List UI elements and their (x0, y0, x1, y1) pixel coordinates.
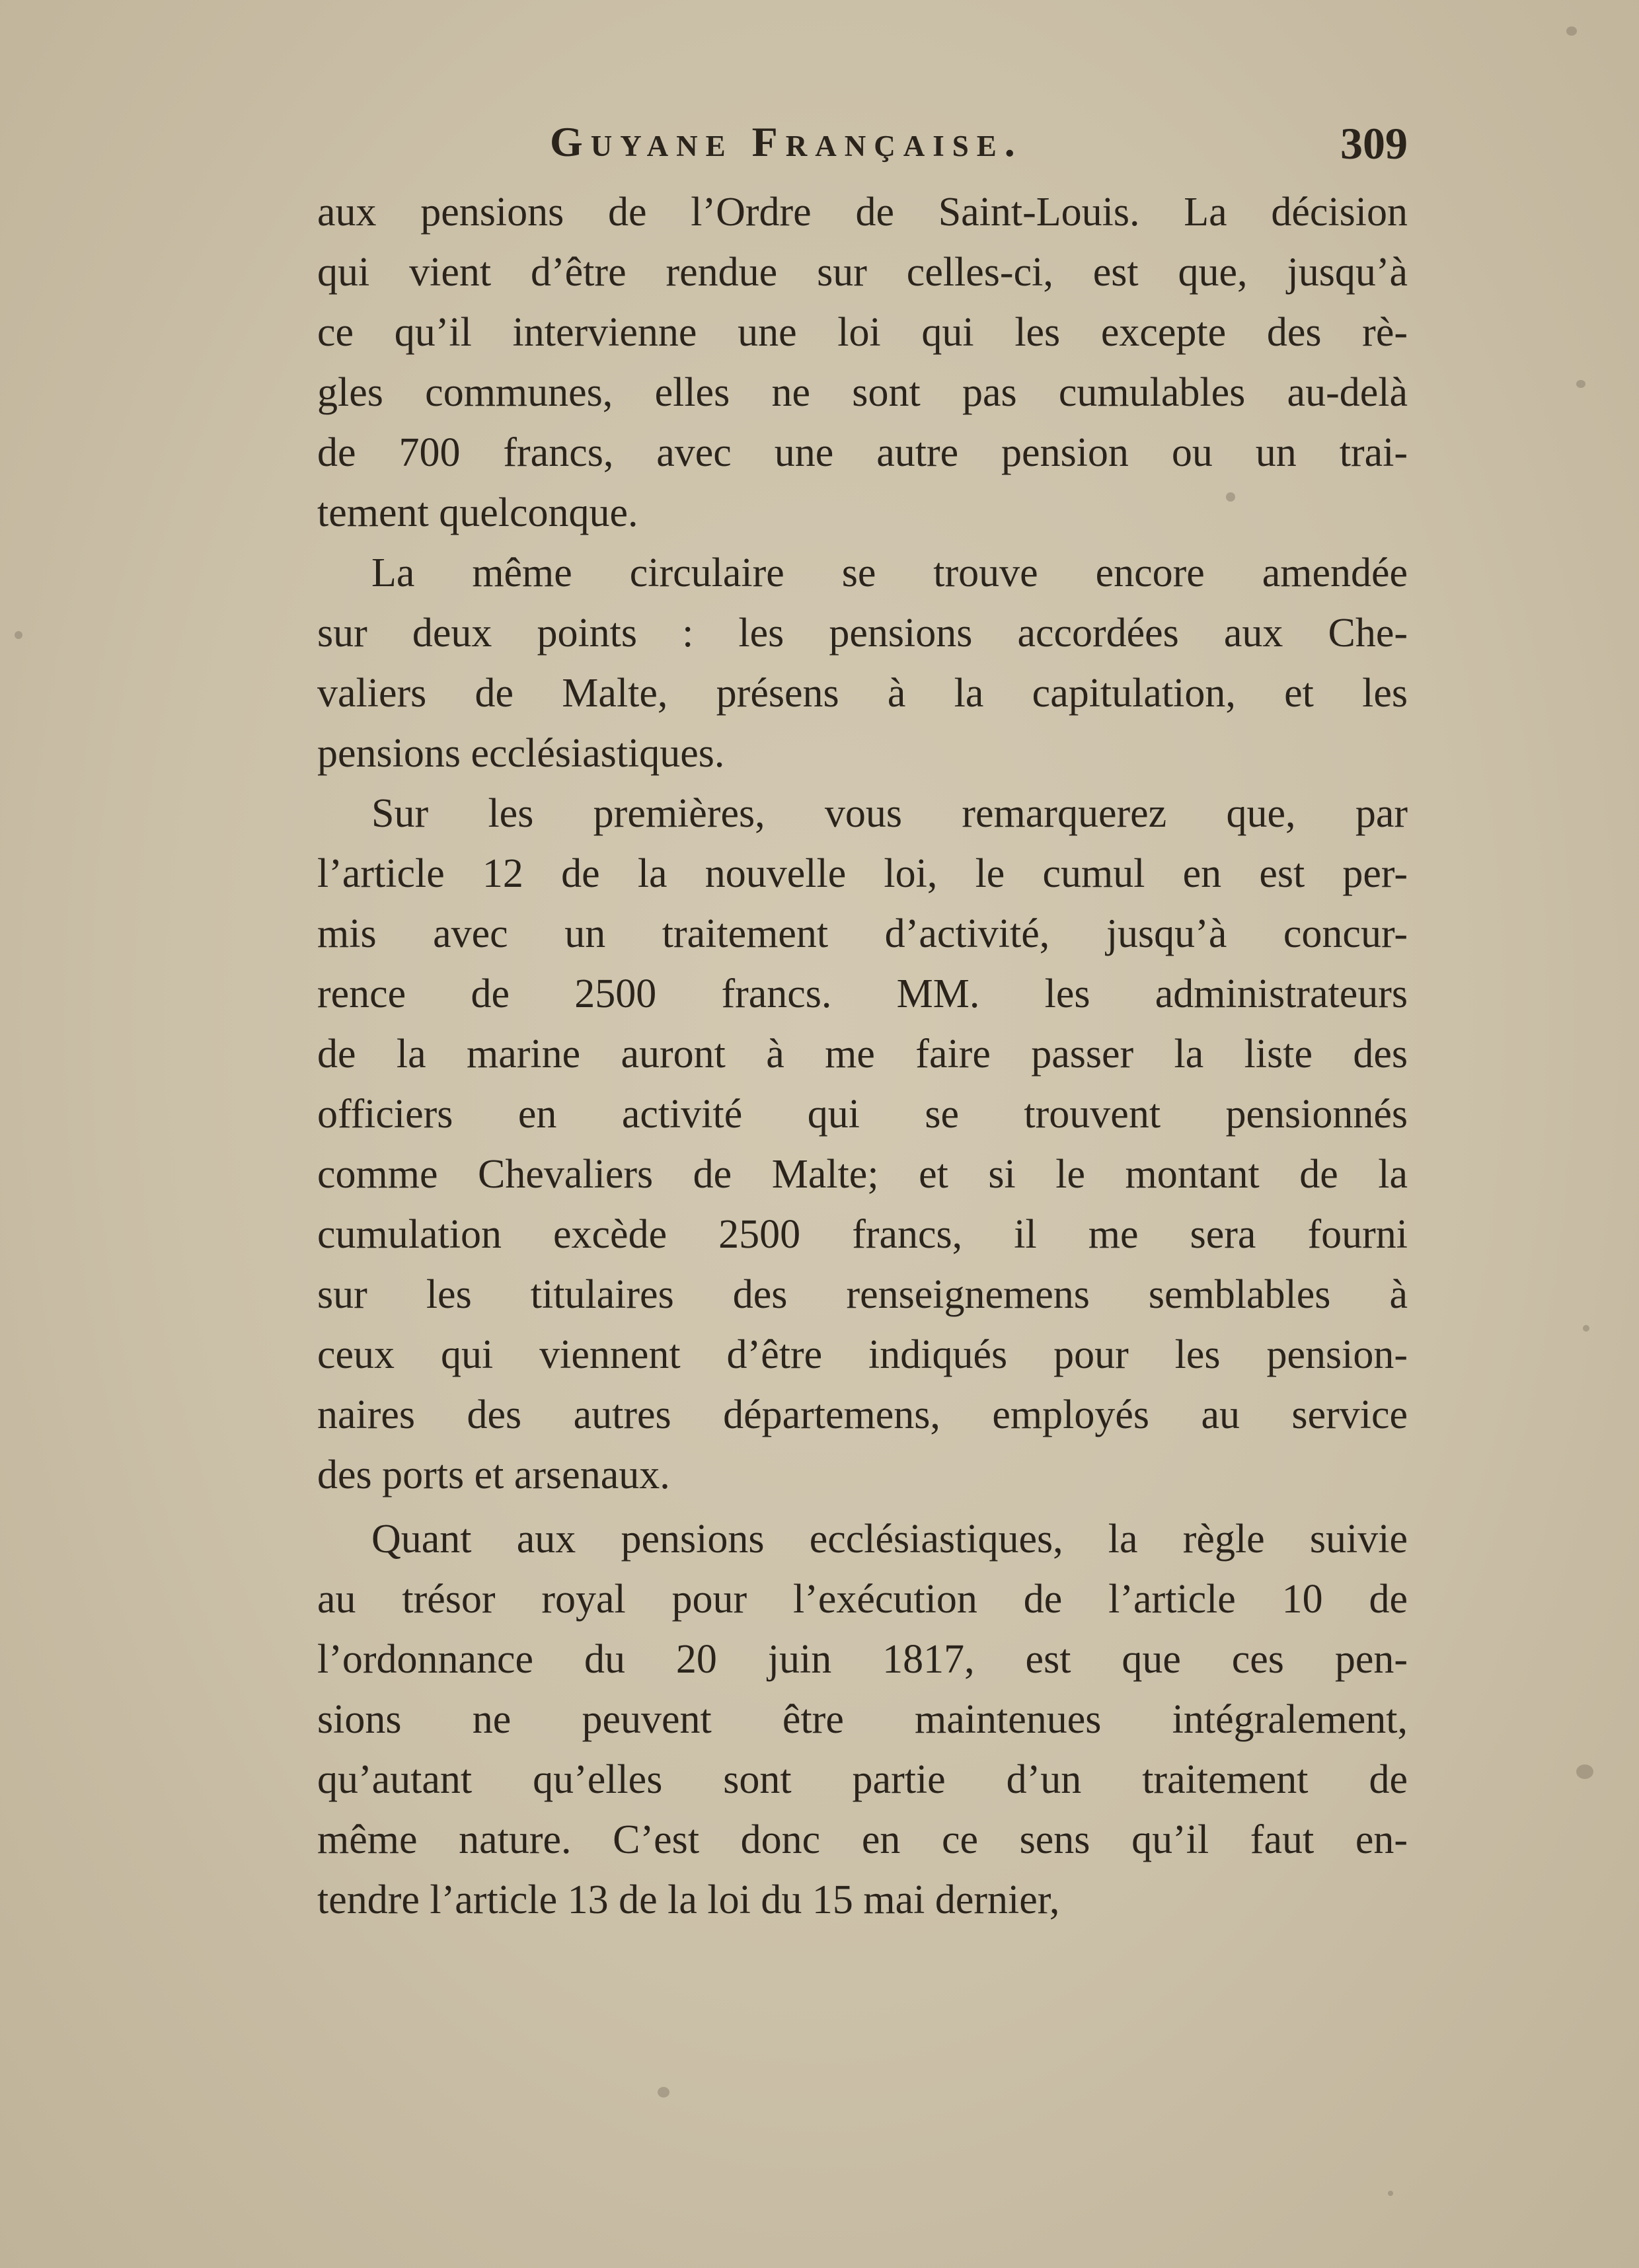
paper-speck (1226, 492, 1235, 502)
text-line: gles communes, elles ne sont pas cumulables au-delà (317, 370, 1408, 415)
text-line: naires des autres départemens, employés au service (317, 1392, 1408, 1437)
paper-speck (1576, 380, 1585, 388)
text-line: comme Chevaliers de Malte; et si le montant de la (317, 1152, 1408, 1197)
text-line: même nature. C’est donc en ce sens qu’il faut en- (317, 1817, 1408, 1862)
paper-speck (1388, 2191, 1393, 2196)
paper-speck (1566, 26, 1577, 36)
text-line: ceux qui viennent d’être indiqués pour les pension- (317, 1332, 1408, 1377)
text-line: aux pensions de l’Ordre de Saint-Louis. La décision (317, 190, 1408, 235)
text-line: mis avec un traitement d’activité, jusqu’à concur- (317, 911, 1408, 956)
text-line: sur les titulaires des renseignemens semblables à (317, 1272, 1408, 1317)
text-line: des ports et arsenaux. (317, 1453, 670, 1497)
page-header (317, 118, 1408, 177)
text-line: l’article 12 de la nouvelle loi, le cumul en est per- (317, 851, 1408, 896)
text-line: tement quelconque. (317, 490, 638, 535)
paper-speck (1583, 1325, 1589, 1332)
text-line: l’ordonnance du 20 juin 1817, est que ces pen- (317, 1637, 1408, 1682)
text-line: de 700 francs, avec une autre pension ou un trai- (317, 430, 1408, 475)
body-text (317, 182, 1408, 1930)
text-line: de la marine auront à me faire passer la liste des (317, 1032, 1408, 1077)
text-line: qui vient d’être rendue sur celles-ci, est que, jusqu’à (317, 250, 1408, 295)
text-line: valiers de Malte, présens à la capitulation, et les (317, 671, 1408, 716)
text-line: officiers en activité qui se trouvent pensionnés (317, 1092, 1408, 1137)
text-line: qu’autant qu’elles sont partie d’un traitement de (317, 1757, 1408, 1802)
paper-speck (15, 631, 22, 639)
text-line: La même circulaire se trouve encore amendée (371, 550, 1408, 595)
text-line: cumulation excède 2500 francs, il me sera fourni (317, 1212, 1408, 1257)
text-line: ce qu’il intervienne une loi qui les excepte des rè- (317, 310, 1408, 355)
text-line: sur deux points : les pensions accordées aux Che- (317, 611, 1408, 656)
paper-speck (658, 2087, 669, 2098)
running-title: Guyane Française. (550, 118, 1023, 165)
text-line: au trésor royal pour l’exécution de l’article 10 de (317, 1577, 1408, 1622)
text-line: Quant aux pensions ecclésiastiques, la règle suivie (371, 1517, 1408, 1562)
page-number: 309 (1340, 118, 1408, 169)
text-line: sions ne peuvent être maintenues intégralement, (317, 1697, 1408, 1742)
text-line: tendre l’article 13 de la loi du 15 mai dernier, (317, 1877, 1060, 1922)
text-line: rence de 2500 francs. MM. les administrateurs (317, 971, 1408, 1016)
text-line: pensions ecclésiastiques. (317, 731, 725, 776)
text-line: Sur les premières, vous remarquerez que, par (371, 791, 1408, 836)
paper-speck (1576, 1764, 1593, 1779)
